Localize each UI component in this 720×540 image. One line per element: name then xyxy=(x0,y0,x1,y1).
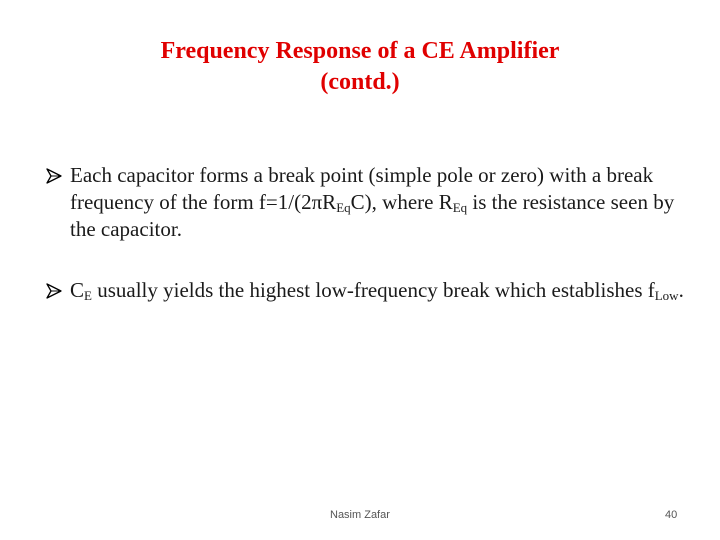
arrow-bullet-icon xyxy=(46,283,62,299)
bullet-text: is the resistance seen by the capacitor. xyxy=(70,190,675,241)
footer-author: Nasim Zafar xyxy=(330,509,390,521)
bullet-list xyxy=(46,162,696,304)
page-number: 40 xyxy=(665,509,678,521)
bullet-text: C xyxy=(70,278,85,302)
slide-title xyxy=(0,36,720,98)
bullet-text: . xyxy=(678,278,684,302)
title-line-2: (contd.) xyxy=(320,69,400,95)
bullet-item xyxy=(46,277,696,304)
subscript: E xyxy=(84,288,92,303)
arrow-bullet-icon xyxy=(46,168,62,184)
title-line-1: Frequency Response of a CE Amplifier xyxy=(160,38,560,64)
subscript: Low xyxy=(654,288,679,303)
subscript: Eq xyxy=(336,200,351,215)
bullet-text: Each capacitor forms a break point (simple pole or zero) with a break frequency of the form f=1/(2πR xyxy=(70,163,654,214)
bullet-text: usually yields the highest low-frequency break which establishes f xyxy=(91,278,655,302)
subscript: Eq xyxy=(452,200,468,215)
bullet-item xyxy=(46,162,696,243)
bullet-text: C), where R xyxy=(350,190,453,214)
